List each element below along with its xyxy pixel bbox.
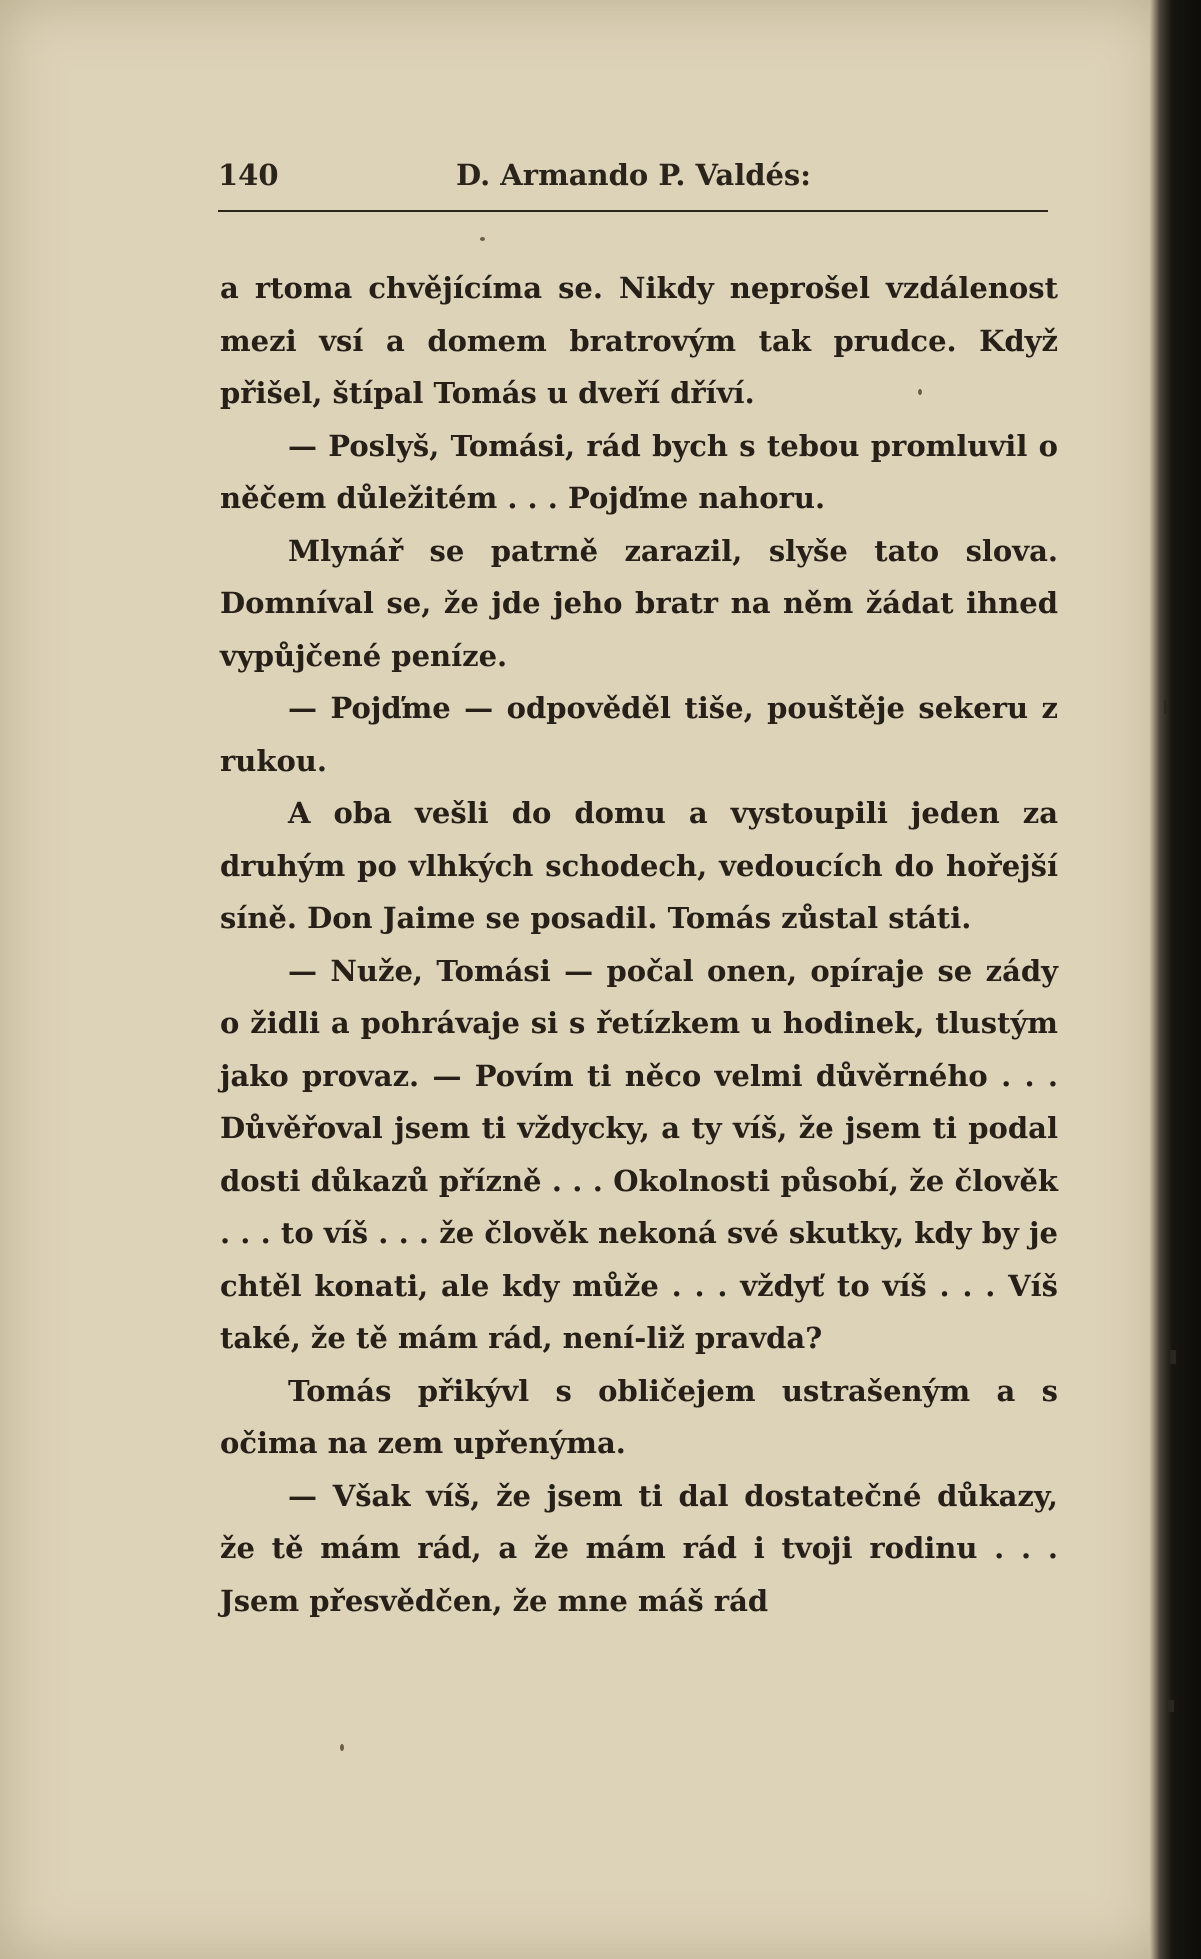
page-number: 140 <box>218 158 279 192</box>
running-title: D. Armando P. Valdés: <box>456 158 811 192</box>
paragraph: — Pojďme — odpověděl tiše, pouštěje sekeru z rukou. <box>220 691 1058 778</box>
paragraph: Mlynář se patrně zarazil, slyše tato slova. Domníval se, že jde jeho bratr na něm žádat ihned vypůjčené peníze. <box>220 533 1058 673</box>
edge-mark <box>1164 700 1168 714</box>
edge-mark <box>1166 1700 1174 1712</box>
body-text <box>220 262 1058 1627</box>
paragraph: a rtoma chvějícíma se. Nikdy neprošel vzdálenost mezi vsí a domem bratrovým tak prudce. Když přišel, štípal Tomás u dveří dříví. <box>220 271 1058 410</box>
paragraph: Tomás přikývl s obličejem ustrašeným a s očima na zem upřenýma. <box>220 1373 1058 1460</box>
paragraph: A oba vešli do domu a vystoupili jeden za druhým po vlhkých schodech, vedoucích do hořejší síně. Don Jaime se posadil. Tomás zůstal státi. <box>220 796 1058 935</box>
paper-speck <box>480 237 485 241</box>
paper-speck <box>918 389 922 395</box>
page-edge-shadow <box>1150 0 1201 1959</box>
paragraph: — Nuže, Tomási — počal onen, opíraje se zády o židli a pohrávaje si s řetízkem u hodinek, tlustým jako provaz. — Povím ti něco velmi důvěrného . . . Důvěřoval jsem ti vždycky, a ty víš, že jsem ti podal dosti důkazů přízně . . . Okolnosti působí, že člověk . . . to víš . . . že člověk nekoná své skutky, kdy by je chtěl konati, ale kdy může . . . vždyť to víš . . . Víš také, že tě mám rád, není-liž pravda? <box>220 953 1058 1355</box>
running-head <box>218 158 1048 198</box>
paragraph: — Však víš, že jsem ti dal dostatečné důkazy, že tě mám rád, a že mám rád i tvoji rodinu . . . Jsem přesvědčen, že mne máš rád <box>220 1478 1058 1618</box>
paper-speck <box>340 1744 344 1751</box>
edge-mark <box>1170 1350 1176 1364</box>
paragraph: — Poslyš, Tomási, rád bych s tebou promluvil o něčem důležitém . . . Pojďme nahoru. <box>220 428 1058 515</box>
header-rule <box>218 210 1048 212</box>
